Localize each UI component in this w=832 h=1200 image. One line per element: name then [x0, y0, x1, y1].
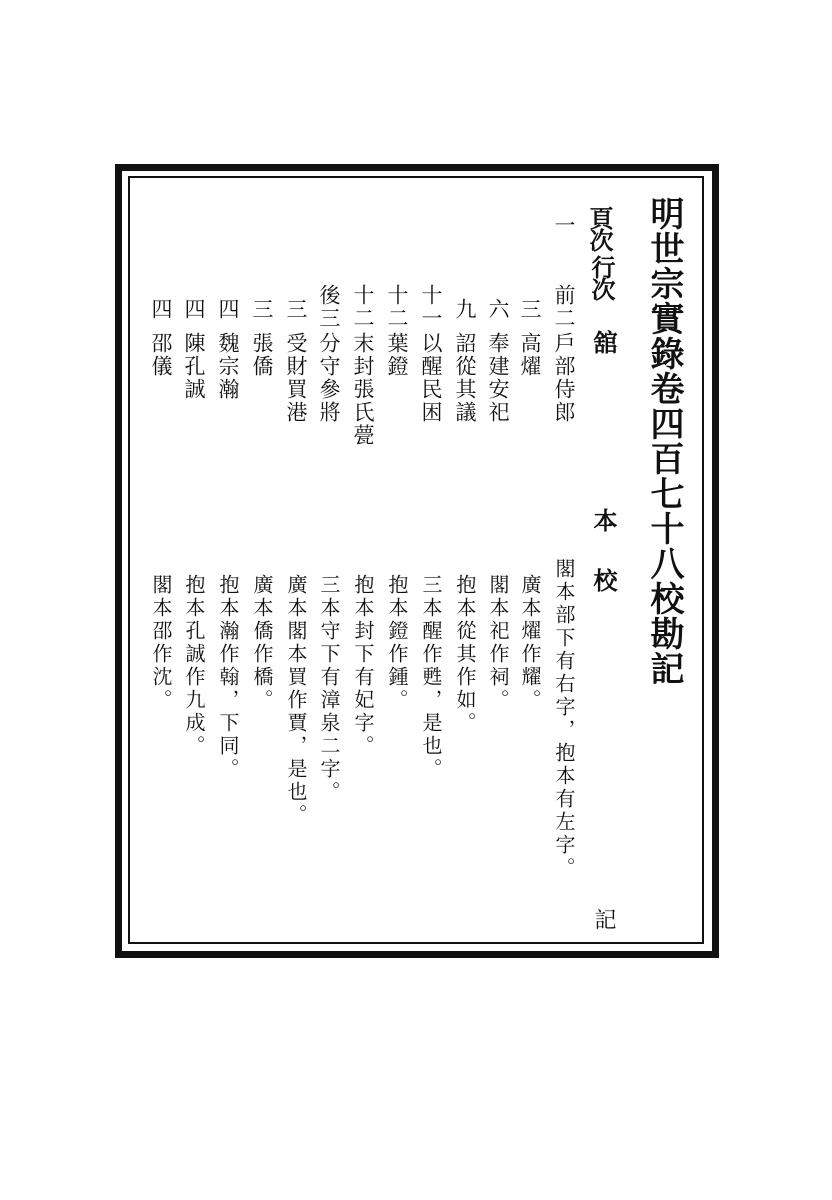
row-page: 四	[182, 298, 206, 321]
row-note: 閣本祀作祠。	[486, 574, 510, 712]
row-note: 抱本從其作如。	[453, 574, 477, 735]
row-note: 閣本邵作沈。	[149, 574, 173, 712]
row-word: 高燿	[518, 332, 542, 378]
row-page: 一	[552, 214, 576, 237]
row-note: 廣本閣本買作賈，是也。	[284, 574, 308, 827]
row-page: 四	[149, 298, 173, 321]
row-word: 詔從其議	[453, 332, 477, 424]
row-note: 三本醒作甦，是也。	[419, 574, 443, 781]
row-note: 閣本部下有右字，抱本有左字。	[552, 558, 576, 880]
row-word: 受財買港	[284, 332, 308, 424]
header-ji: 記	[591, 908, 616, 930]
header-page: 頁次	[585, 206, 614, 250]
row-word: 張僑	[250, 332, 274, 378]
row-word: 分守參將	[317, 332, 341, 424]
row-word: 魏宗瀚	[216, 332, 240, 401]
row-line: 六	[486, 298, 510, 321]
row-note: 抱本瀚作翰，下同。	[216, 574, 240, 781]
row-word: 陳孔誠	[182, 332, 206, 401]
row-word: 奉建安祀	[486, 332, 510, 424]
row-line: 後三	[317, 284, 341, 330]
row-page: 三	[250, 298, 274, 321]
row-line: 九	[453, 298, 477, 321]
row-note: 抱本鐙作鍾。	[385, 574, 409, 712]
row-word: 葉鐙	[385, 332, 409, 378]
row-note: 三本守下有漳泉二字。	[317, 574, 341, 804]
row-note: 廣本僑作橋。	[250, 574, 274, 712]
row-line: 三	[518, 298, 542, 321]
row-line: 前二	[552, 284, 576, 330]
inner-border	[128, 176, 704, 944]
header-ben: 本	[589, 508, 618, 532]
row-line: 十二	[351, 284, 375, 330]
row-page: 四	[216, 298, 240, 321]
document-title: 明世宗實錄卷四百七十八校勘記	[644, 196, 684, 686]
row-line: 十二	[385, 284, 409, 330]
row-word: 邵儀	[149, 332, 173, 378]
row-word: 以醒民困	[419, 332, 443, 424]
header-jiao: 校	[589, 568, 618, 592]
row-note: 廣本燿作耀。	[518, 574, 542, 712]
row-word: 末封張氏甍	[351, 332, 375, 447]
row-note: 抱本孔誠作九成。	[182, 574, 206, 758]
row-note: 抱本封下有妃字。	[351, 574, 375, 758]
row-line: 十一	[419, 284, 443, 330]
row-word: 戶部侍郎	[552, 332, 576, 424]
row-line: 三	[284, 298, 308, 321]
header-line: 行次	[587, 255, 616, 299]
header-guan: 舘	[589, 330, 618, 354]
